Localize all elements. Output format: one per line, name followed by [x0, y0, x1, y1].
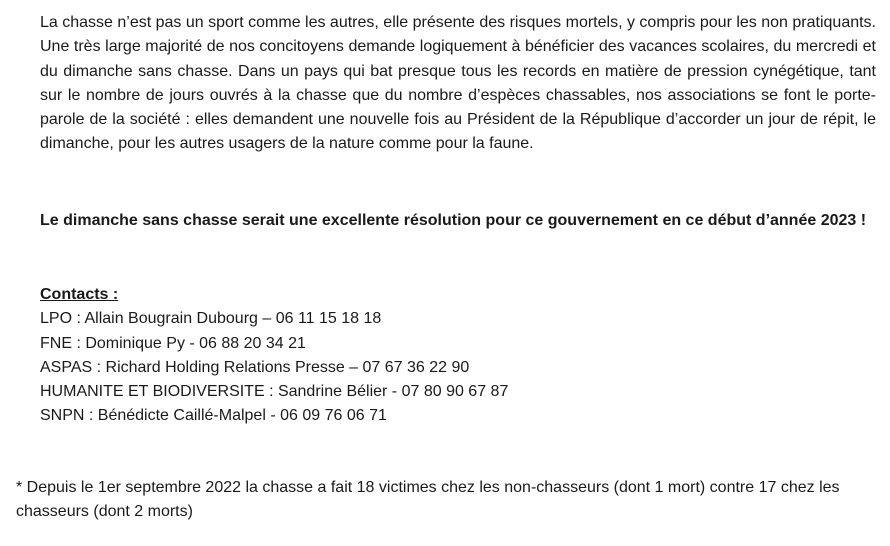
- contacts-section: [40, 283, 876, 429]
- contact-line-lpo: LPO : Allain Bougrain Dubourg – 06 11 15 18 18: [40, 310, 382, 328]
- contacts-heading: Contacts :: [40, 286, 119, 303]
- bold-conclusion-paragraph: Le dimanche sans chasse serait une excellente résolution pour ce gouvernement en ce début d’année 2023 !: [40, 212, 867, 229]
- contact-line-fne: FNE : Dominique Py - 06 88 20 34 21: [40, 334, 306, 352]
- body-paragraph: La chasse n’est pas un sport comme les autres, elle présente des risques mortels, y compris pour les non pratiquants. Une très large majorité de nos concitoyens demande logiquement à bénéficier des vacances scolaires, du mercredi et du dimanche sans chasse. Dans un pays qui bat presque tous les records en matière de pression cynégétique, tant sur le nombre de jours ouvrés à la chasse que du nombre d’espèces chassables, nos associations se font le porte-parole de la société : elles demandent une nouvelle fois au Président de la République d’accorder un jour de répit, le dimanche, pour les autres usagers de la nature comme pour la faune.: [40, 14, 876, 153]
- contact-line-aspas: ASPAS : Richard Holding Relations Presse – 07 67 36 22 90: [40, 358, 470, 376]
- contact-line-snpn: SNPN : Bénédicte Caillé-Malpel - 06 09 76 06 71: [40, 407, 387, 425]
- footnote: * Depuis le 1er septembre 2022 la chasse a fait 18 victimes chez les non-chasseurs (dont 1 mort) contre 17 chez les chasseurs (dont 2 morts): [16, 479, 840, 521]
- contact-line-humanite-biodiversite: HUMANITE ET BIODIVERSITE : Sandrine Bélier - 07 80 90 67 87: [40, 383, 509, 401]
